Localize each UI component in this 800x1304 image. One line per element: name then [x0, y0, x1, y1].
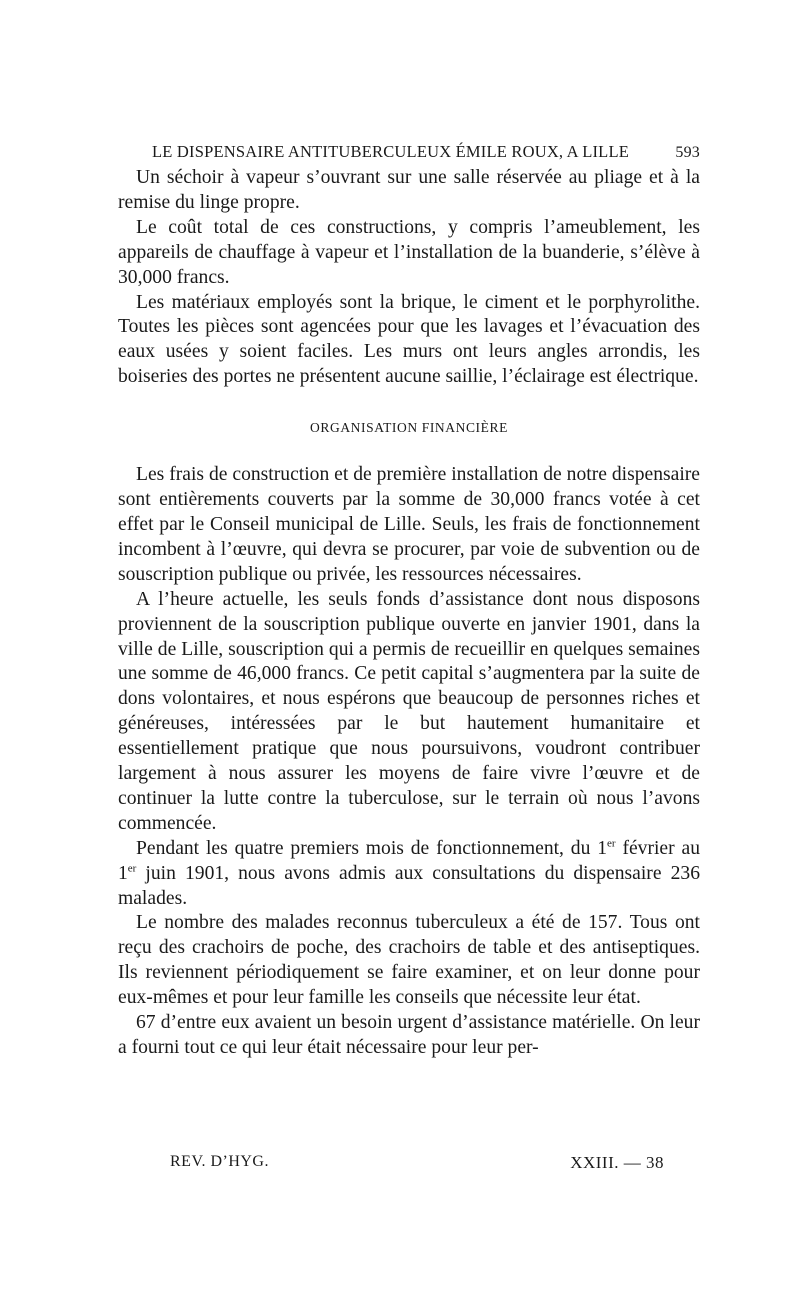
paragraph: Un séchoir à vapeur s’ouvrant sur une salle réservée au pliage et à la remise du linge propre.: [118, 167, 700, 213]
superscript: er: [607, 837, 616, 850]
paragraph: [118, 837, 700, 912]
paragraph: Le nombre des malades reconnus tuberculeux a été de 157. Tous ont reçu des crachoirs de poche, des crachoirs de table et des antiseptiques. Ils reviennent périodiquement se faire examiner, et on leur donne pour eux-mêmes et pour leur famille les conseils que nécessite leur état.: [118, 912, 700, 1009]
section-title: ORGANISATION FINANCIÈRE: [310, 420, 508, 436]
paragraph-text: février au 1: [118, 837, 700, 884]
page-footer: [170, 1153, 664, 1173]
running-head: [118, 142, 700, 162]
page-number: 593: [675, 144, 700, 161]
body-text: [118, 166, 700, 1061]
paragraph: A l’heure actuelle, les seuls fonds d’assistance dont nous disposons proviennent de la souscription publique ouverte en janvier 1901, dans la ville de Lille, souscription qui a permis de recueillir en quelques semaines une somme de 46,000 francs. Ce petit capital s’augmentera par la suite de dons volontaires, et nous espérons que beaucoup de personnes riches et généreuses, intéressées par le but hautement humanitaire et essentiellement pratique que nous poursuivons, voudront contribuer largement à nous assurer les moyens de faire vivre l’œuvre et de continuer la lutte contre la tuberculose, sur le terrain où nous l’avons commencée.: [118, 588, 700, 834]
footer-signature: REV. D’HYG.: [170, 1153, 269, 1170]
paragraph-text: juin 1901, nous avons admis aux consultations du dispensaire 236 malades.: [118, 862, 700, 909]
paragraph: 67 d’entre eux avaient un besoin urgent d’assistance matérielle. On leur a fourni tout ce qui leur était nécessaire pour leur per-: [118, 1012, 700, 1058]
footer-volume: XXIII. — 38: [570, 1153, 664, 1172]
superscript: er: [127, 862, 137, 875]
running-head-title: LE DISPENSAIRE ANTITUBERCULEUX ÉMILE ROUX, A LILLE: [152, 142, 630, 161]
paragraph: Le coût total de ces constructions, y compris l’ameublement, les appareils de chauffage à vapeur et l’installation de la buanderie, s’élève à 30,000 francs.: [118, 216, 700, 288]
paragraph-text: Pendant les quatre premiers mois de fonctionnement, du 1: [136, 837, 608, 859]
paragraph: Les frais de construction et de première installation de notre dispensaire sont entièrements couverts par la somme de 30,000 francs votée à cet effet par le Conseil municipal de Lille. Seuls, les frais de fonctionnement incombent à l’œuvre, qui devra se procurer, par voie de subvention ou de souscription publique ou privée, les ressources nécessaires.: [118, 464, 700, 585]
page: [118, 142, 700, 1061]
paragraph: Les matériaux employés sont la brique, le ciment et le porphyrolithe. Toutes les pièces sont agencées pour que les lavages et l’évacuation des eaux usées y soient faciles. Les murs ont leurs angles arrondis, les boiseries des portes ne présentent aucune saillie, l’éclairage est électrique.: [118, 291, 700, 388]
